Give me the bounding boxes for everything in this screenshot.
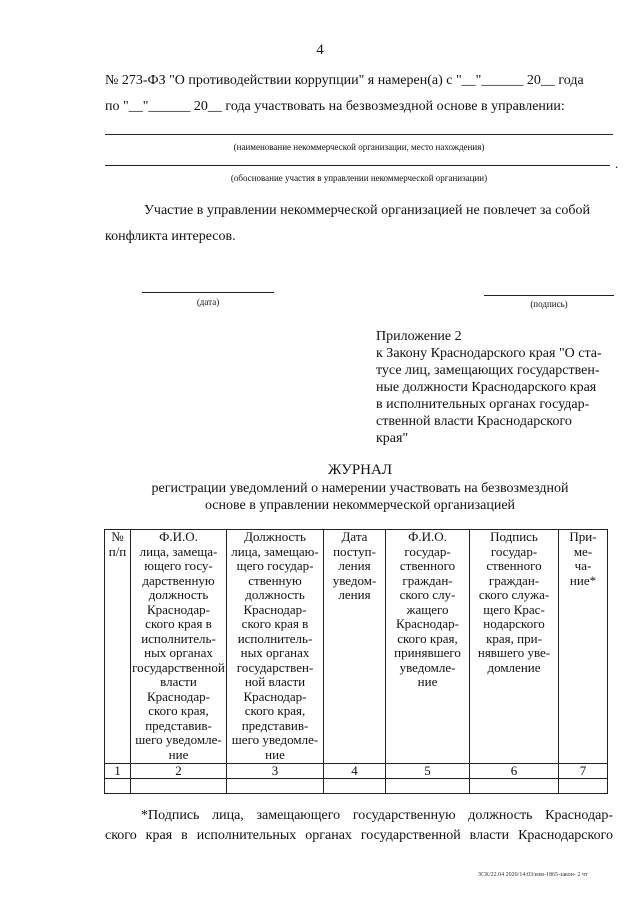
footnote-line-2: ского края в исполнительных органах государственной власти Краснодарского [105, 828, 613, 843]
registration-table [104, 529, 608, 794]
document-stamp: ЗСК/22.04 2020/14:03/изм-1865-закон- 2 чт [478, 872, 588, 878]
empty-cell [227, 779, 324, 794]
footnote-line-1: *Подпись лица, замещающего государственную должность Краснодар- [141, 808, 613, 823]
column-number: 2 [131, 764, 227, 779]
empty-cell [470, 779, 559, 794]
signature-caption: (подпись) [530, 299, 568, 309]
date-blank-line [142, 292, 274, 293]
table-number-row [105, 764, 608, 779]
signature-blank-line [484, 295, 614, 296]
empty-cell [131, 779, 227, 794]
annex-line: к Закону Краснодарского края "О ста- [376, 346, 602, 361]
column-number: 7 [559, 764, 608, 779]
empty-cell [559, 779, 608, 794]
table-header-row [105, 530, 608, 764]
annex-line: тусе лиц, замещающих государствен- [376, 363, 600, 378]
column-header: При- ме- ча- ние* [559, 530, 608, 764]
column-number: 3 [227, 764, 324, 779]
annex-line: ные должности Краснодарского края [376, 380, 597, 395]
column-header: Подпись государ- ственного граждан- ского служа- щего Крас- нодарского края, при- нявшего уве- домление [470, 530, 559, 764]
intro-line-2: по "__"______ 20__ года участвовать на безвозмездной основе в управлении: [105, 99, 565, 114]
journal-subtitle-line-2: основе в управлении некоммерческой организацией [204, 498, 516, 513]
annex-line: в исполнительных органах государ- [376, 397, 590, 412]
intro-line-1: № 273-ФЗ "О противодействии коррупции" я намерен(а) с "__"______ 20__ года [105, 73, 584, 88]
date-caption: (дата) [196, 297, 220, 307]
annex-line: края" [376, 431, 409, 446]
column-header: Должность лица, замещаю- щего государ- ственную должность Краснодар- ского края в исполнитель- ных органах государствен- ной власти Краснодар- ского края, представив- шего уведомле- ние [227, 530, 324, 764]
footnote [105, 806, 613, 846]
reason-blank-line [105, 165, 610, 166]
journal-title: ЖУРНАЛ [327, 462, 393, 478]
empty-cell [105, 779, 131, 794]
empty-cell [324, 779, 386, 794]
column-number: 5 [386, 764, 470, 779]
reason-caption: (обоснование участия в управлении некоммерческой организации) [230, 173, 488, 183]
journal-subtitle-line-1: регистрации уведомлений о намерении участвовать на безвозмездной [151, 481, 569, 496]
statement-line-1: Участие в управлении некоммерческой организацией не повлечет за собой [144, 203, 590, 218]
column-number: 6 [470, 764, 559, 779]
empty-cell [386, 779, 470, 794]
table-row [105, 779, 608, 794]
org-caption: (наименование некоммерческой организации, место нахождения) [233, 142, 485, 152]
annex-title: Приложение 2 [376, 329, 462, 344]
column-header: Ф.И.О. лица, замеща- ющего госу- дарственную должность Краснодар- ского края в исполнитель- ных органах государственной власти Краснодар- ского края, представив- шего уведомле- ние [132, 529, 225, 762]
reason-period: . [615, 156, 619, 171]
column-header: Ф.И.О. государ- ственного граждан- ского слу- жащего Краснодар- ского края, принявшего уведомле- ние [386, 530, 470, 764]
page-number: 4 [316, 42, 324, 58]
column-header: Дата поступ- ления уведом- ления [324, 530, 386, 764]
org-blank-line [105, 134, 613, 135]
column-header: № п/п [105, 530, 131, 764]
column-number: 4 [324, 764, 386, 779]
annex-block [376, 328, 616, 447]
statement-line-2: конфликта интересов. [105, 229, 236, 244]
annex-line: ственной власти Краснодарского [376, 414, 572, 429]
column-number: 1 [105, 764, 131, 779]
